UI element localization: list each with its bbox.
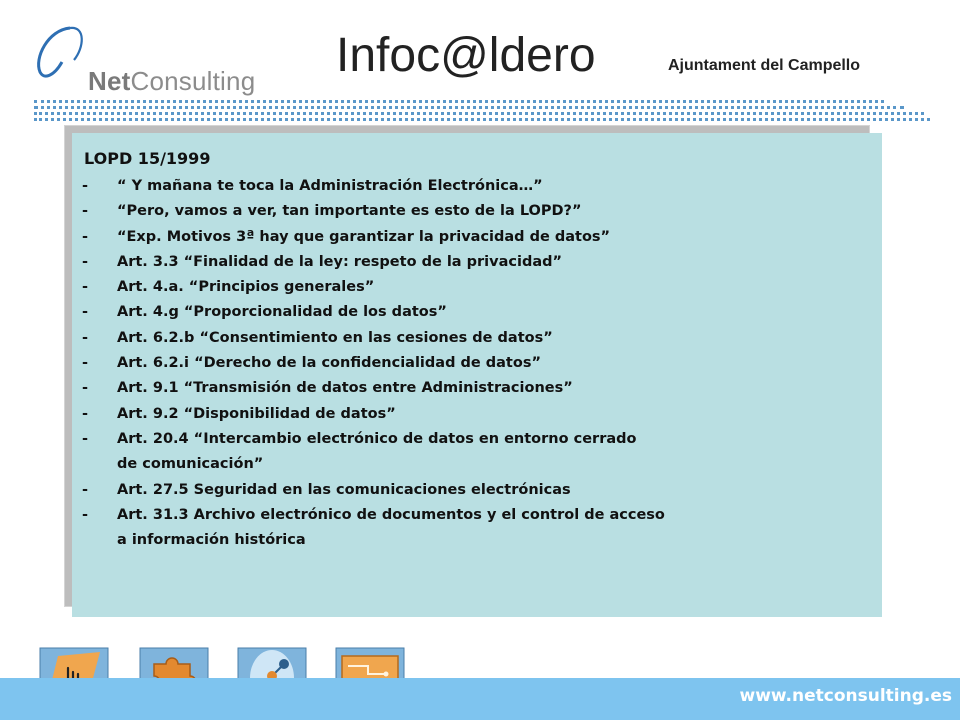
list-item bbox=[82, 326, 665, 351]
list-item-text: Art. 9.2 “Disponibilidad de datos” bbox=[117, 405, 396, 422]
list-item-text: Art. 6.2.i “Derecho de la confidencialidad de datos” bbox=[117, 355, 541, 372]
list-item bbox=[82, 300, 665, 325]
list-item-text: Art. 4.a. “Principios generales” bbox=[117, 279, 375, 296]
bullet-dash: - bbox=[82, 178, 89, 194]
bullet-dash: - bbox=[82, 253, 89, 270]
bullet-dash: - bbox=[82, 329, 89, 346]
bullet-list bbox=[82, 174, 665, 553]
bullet-dash: - bbox=[82, 304, 89, 321]
list-item-text: a información histórica bbox=[117, 532, 306, 549]
content-panel bbox=[72, 133, 882, 617]
list-item-text: Art. 9.1 “Transmisión de datos entre Administraciones” bbox=[117, 380, 573, 397]
bullet-dash: - bbox=[82, 405, 89, 422]
netconsulting-logo bbox=[30, 22, 256, 102]
list-item bbox=[82, 275, 665, 300]
dotted-divider bbox=[34, 112, 924, 115]
list-item bbox=[82, 452, 665, 477]
list-item-text: Art. 6.2.b “Consentimiento en las cesiones de datos” bbox=[117, 329, 553, 346]
list-item bbox=[82, 351, 665, 376]
list-item-text: de comunicación” bbox=[117, 456, 264, 473]
list-item bbox=[82, 250, 665, 275]
list-item-text: “Exp. Motivos 3ª hay que garantizar la privacidad de datos” bbox=[117, 228, 611, 245]
list-item bbox=[82, 503, 665, 528]
logo-wordmark: NetConsulting bbox=[88, 66, 256, 96]
list-item-text: “Pero, vamos a ver, tan importante es esto de la LOPD?” bbox=[117, 203, 582, 220]
list-item-text: Art. 20.4 “Intercambio electrónico de datos en entorno cerrado bbox=[117, 430, 637, 447]
bullet-dash: - bbox=[82, 203, 89, 220]
bullet-dash: - bbox=[82, 279, 89, 296]
list-item-text: Art. 3.3 “Finalidad de la ley: respeto de la privacidad” bbox=[117, 253, 563, 270]
list-item bbox=[82, 427, 665, 452]
page-title: Infoc@ldero bbox=[336, 29, 596, 82]
dotted-divider bbox=[34, 106, 904, 109]
list-item bbox=[82, 402, 665, 427]
dotted-divider bbox=[34, 118, 930, 121]
website-link[interactable]: www.netconsulting.es bbox=[739, 686, 952, 706]
organization-name: Ajuntament del Campello bbox=[668, 57, 861, 74]
dotted-divider bbox=[34, 100, 884, 103]
bullet-dash: - bbox=[82, 430, 89, 447]
list-item bbox=[82, 478, 665, 503]
list-item bbox=[82, 528, 665, 553]
list-item-text: Art. 27.5 Seguridad en las comunicaciones electrónicas bbox=[117, 481, 571, 498]
slide-heading: LOPD 15/1999 bbox=[84, 149, 211, 168]
list-item bbox=[82, 225, 665, 250]
list-item-text: “ Y mañana te toca la Administración Electrónica…” bbox=[117, 178, 543, 194]
bullet-dash: - bbox=[82, 355, 89, 372]
bullet-dash: - bbox=[82, 380, 89, 397]
bullet-dash: - bbox=[82, 506, 89, 523]
list-item-text: Art. 4.g “Proporcionalidad de los datos” bbox=[117, 304, 447, 321]
list-item bbox=[82, 376, 665, 401]
list-item bbox=[82, 174, 665, 199]
list-item-text: Art. 31.3 Archivo electrónico de documentos y el control de acceso bbox=[117, 506, 665, 523]
list-item bbox=[82, 199, 665, 224]
bullet-dash: - bbox=[82, 228, 89, 245]
bullet-dash: - bbox=[82, 481, 89, 498]
